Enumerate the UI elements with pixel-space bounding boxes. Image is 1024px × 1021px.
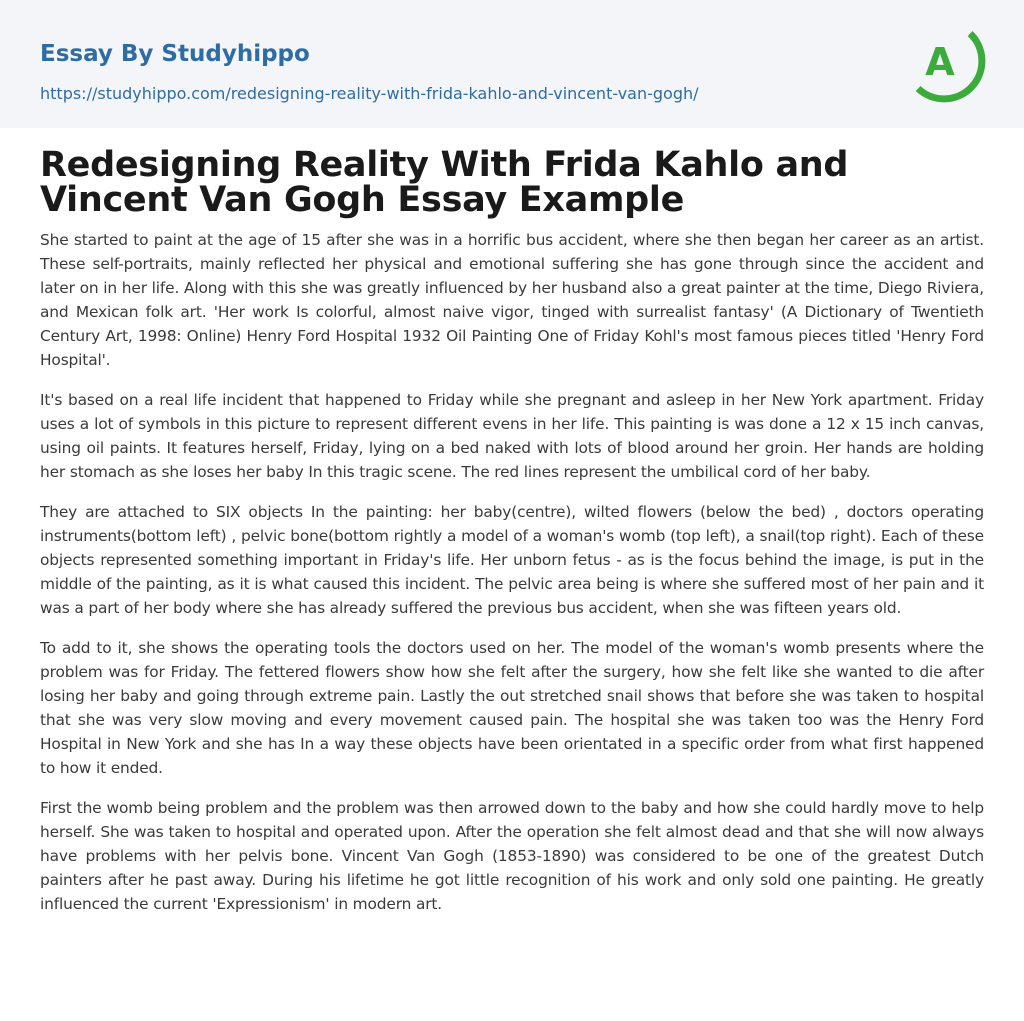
article-title: Redesigning Reality With Frida Kahlo and Vincent Van Gogh Essay Example — [40, 145, 849, 220]
site-brand[interactable]: Essay By Studyhippo — [40, 41, 310, 67]
site-header — [0, 0, 1024, 128]
paragraph: They are attached to SIX objects In the painting: her baby(centre), wilted flowers (below the bed) , doctors operating instruments(bottom left) , pelvic bone(bottom rightly a model of a woman's womb (top left), a snail(top right). Each of these objects represented something important in Friday's life. Her unborn fetus - as is the focus behind the image, is put in the middle of the painting, as it is what caused this incident. The pelvic area being is where she suffered most of her pain and it was a part of her body where she has already suffered the previous bus accident, when she was fifteen years old. — [40, 503, 984, 617]
studyhippo-logo-icon[interactable] — [910, 19, 986, 105]
paragraph: She started to paint at the age of 15 after she was in a horrific bus accident, where she then began her career as an artist. These self-portraits, mainly reflected her physical and emotional suffering she has gone through since the accident and later on in her life. Along with this she was greatly influenced by her husband also a great painter at the time, Diego Riviera, and Mexican folk art. 'Her work Is colorful, almost naive vigor, tinged with surrealist fantasy' (A Dictionary of Twentieth Century Art, 1998: Online) Henry Ford Hospital 1932 Oil Painting One of Friday Kohl's most famous pieces titled 'Henry Ford Hospital'. — [40, 231, 984, 369]
paragraph: First the womb being problem and the problem was then arrowed down to the baby and how she could hardly move to help herself. She was taken to hospital and operated upon. After the operation she felt almost dead and that she will now always have problems with her pelvis bone. Vincent Van Gogh (1853-1890) was considered to be one of the greatest Dutch painters after he past away. During his lifetime he got little recognition of his work and only sold one painting. He greatly influenced the current 'Expressionism' in modern art. — [40, 799, 984, 913]
paragraph: To add to it, she shows the operating tools the doctors used on her. The model of the woman's womb presents where the problem was for Friday. The fettered flowers show how she felt after the surgery, how she felt like she wanted to die after losing her baby and going through extreme pain. Lastly the out stretched snail shows that before she was taken to hospital that she was very slow moving and every movement caused pain. The hospital she was taken too was the Henry Ford Hospital in New York and she has In a way these objects have been orientated in a specific order from what first happened to how it ended. — [40, 639, 984, 777]
logo-letter: A — [925, 40, 955, 84]
page-url-link[interactable]: https://studyhippo.com/redesigning-reality-with-frida-kahlo-and-vincent-van-gogh/ — [40, 84, 699, 103]
paragraph: It's based on a real life incident that happened to Friday while she pregnant and asleep in her New York apartment. Friday uses a lot of symbols in this picture to represent different evens in her life. This painting is was done a 12 x 15 inch canvas, using oil paints. It features herself, Friday, lying on a bed naked with lots of blood around her groin. Her hands are holding her stomach as she loses her baby In this tragic scene. The red lines represent the umbilical cord of her baby. — [40, 391, 984, 481]
article-body — [40, 228, 984, 932]
